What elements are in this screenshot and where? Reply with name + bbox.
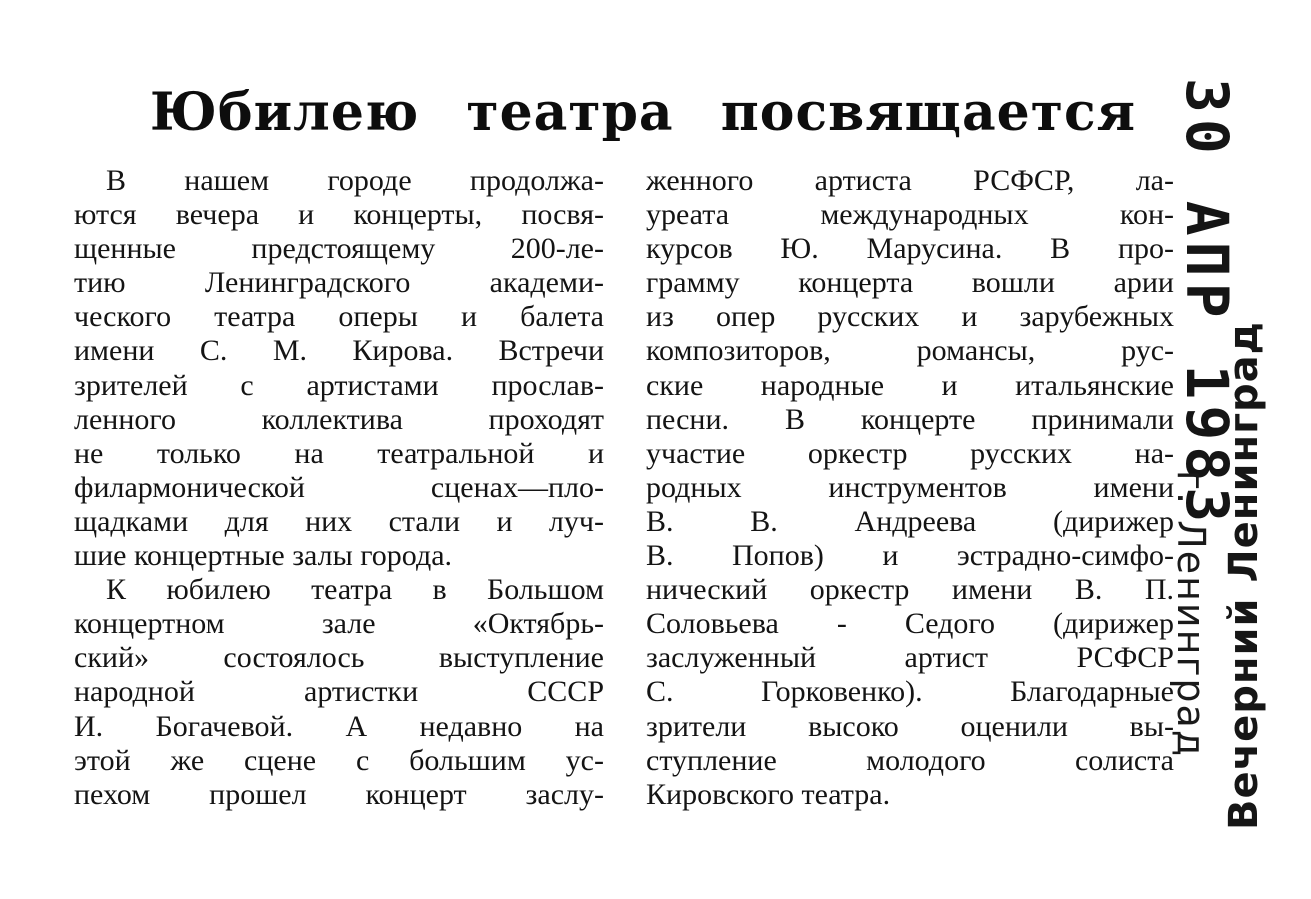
newspaper-name-stamp: [1214, 321, 1274, 830]
article-line: участие оркестр русских на-: [646, 436, 1174, 470]
article-line: И. Богачевой. А недавно на: [74, 709, 604, 743]
article-line: заслуженный артист РСФСР: [646, 641, 1174, 675]
article-line: ются вечера и концерты, посвя-: [74, 198, 604, 232]
article-line: этой же сцене с большим ус-: [74, 743, 604, 777]
article-line: шие концертные залы города.: [74, 539, 453, 573]
article-line: ский» состоялось выступление: [74, 641, 604, 675]
article-line: имени С. М. Кирова. Встречи: [74, 334, 604, 368]
newspaper-name-text: Вечерний Ленинград: [1221, 321, 1267, 830]
article-line: тию Ленинградского академи-: [74, 266, 604, 300]
article-line: ступление молодого солиста: [646, 743, 1174, 777]
article-line: родных инструментов имени: [646, 470, 1174, 504]
article-line: женного артиста РСФСР, ла-: [646, 164, 1174, 197]
article-line: В нашем городе продолжа-: [106, 164, 604, 197]
article-line: нический оркестр имени В. П.: [646, 573, 1174, 607]
article-line: К юбилею театра в Большом: [106, 573, 604, 607]
article-line: Кировского театра.: [646, 777, 891, 811]
article-line: В. В. Андреева (дирижер: [646, 504, 1174, 538]
article-line: композиторов, романсы, рус-: [646, 334, 1174, 368]
article-line: из опер русских и зарубежных: [646, 300, 1174, 334]
article-line: народной артистки СССР: [74, 675, 604, 709]
article-line: пехом прошел концерт заслу-: [74, 777, 604, 811]
article-line: песни. В концерте принимали: [646, 402, 1174, 436]
article-line: не только на театральной и: [74, 436, 604, 470]
article-line: филармонической сценах—пло-: [74, 470, 604, 504]
city-stamp-text: г. Ленинград: [1169, 470, 1213, 759]
article-line: курсов Ю. Марусина. В про-: [646, 232, 1174, 266]
article-column-right: [646, 164, 1174, 824]
date-stamp-text: 30 АПР 1983: [1173, 78, 1241, 529]
article-line: С. Горковенко). Благодарные: [646, 675, 1174, 709]
article-line: В. Попов) и эстрадно-симфо-: [646, 539, 1174, 573]
article-line: щенные предстоящему 200-ле-: [74, 232, 604, 266]
article-column-left: [74, 164, 604, 824]
article-line: зрители высоко оценили вы-: [646, 709, 1174, 743]
article-line: ские народные и итальянские: [646, 368, 1174, 402]
article-line: щадками для них стали и луч-: [74, 504, 604, 538]
article-line: Соловьева - Седого (дирижер: [646, 607, 1174, 641]
article-line: концертном зале «Октябрь-: [74, 607, 604, 641]
article-line: ческого театра оперы и балета: [74, 300, 604, 334]
article-line: ленного коллектива проходят: [74, 402, 604, 436]
city-stamp: [1166, 470, 1216, 810]
article-line: грамму концерта вошли арии: [646, 266, 1174, 300]
article-line: зрителей с артистами прослав-: [74, 368, 604, 402]
article-headline: Юбилею театра посвящается: [150, 82, 1137, 143]
article-line: уреата международных кон-: [646, 198, 1174, 232]
